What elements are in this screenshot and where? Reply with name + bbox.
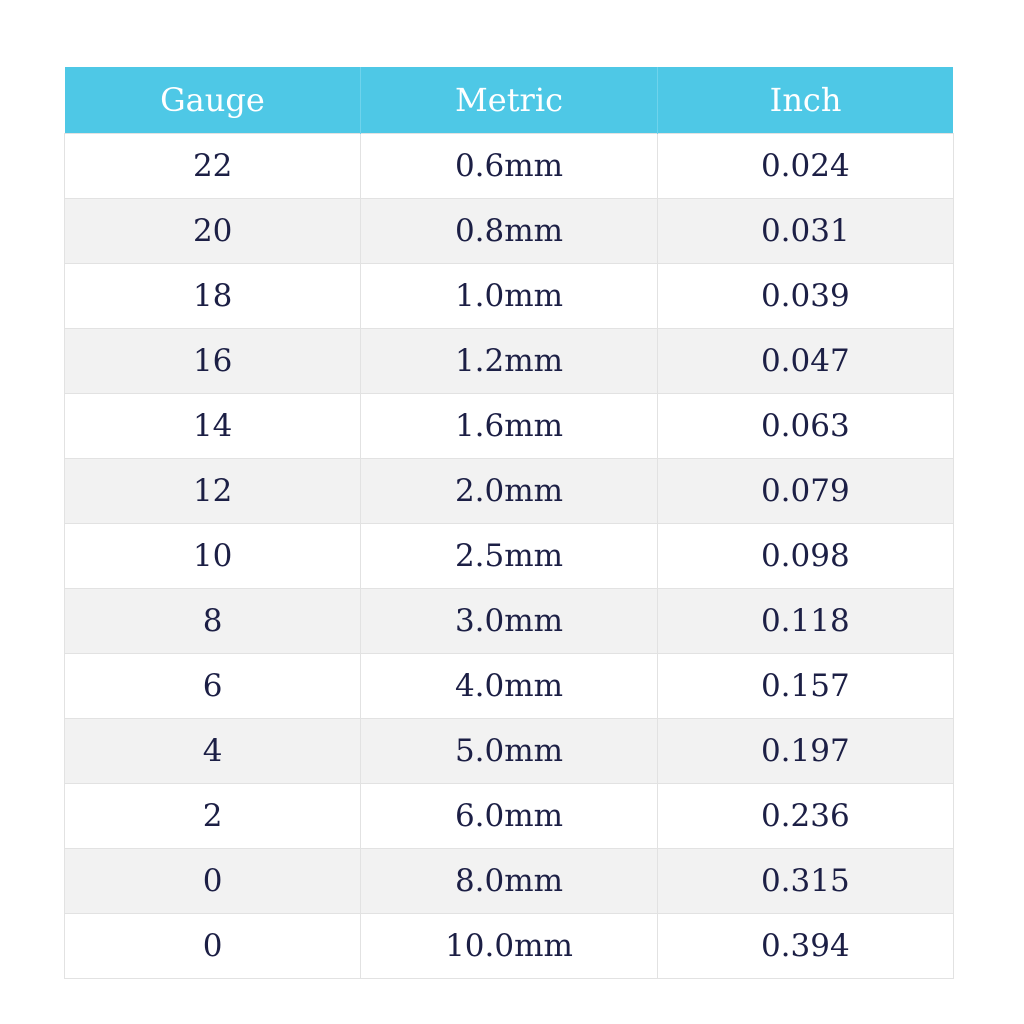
- table-row: [65, 134, 954, 199]
- cell-gauge: 10: [65, 524, 361, 589]
- cell-gauge: 12: [65, 459, 361, 524]
- cell-gauge: 6: [65, 654, 361, 719]
- table-row: [65, 719, 954, 784]
- cell-gauge: 20: [65, 199, 361, 264]
- cell-gauge: 14: [65, 394, 361, 459]
- cell-metric: 0.8mm: [361, 199, 657, 264]
- cell-inch: 0.024: [657, 134, 953, 199]
- cell-metric: 6.0mm: [361, 784, 657, 849]
- cell-gauge: 2: [65, 784, 361, 849]
- cell-inch: 0.394: [657, 914, 953, 979]
- cell-metric: 0.6mm: [361, 134, 657, 199]
- cell-metric: 2.5mm: [361, 524, 657, 589]
- cell-inch: 0.031: [657, 199, 953, 264]
- header-gauge: Gauge: [65, 67, 361, 134]
- cell-gauge: 22: [65, 134, 361, 199]
- cell-inch: 0.315: [657, 849, 953, 914]
- table-row: [65, 329, 954, 394]
- cell-metric: 1.6mm: [361, 394, 657, 459]
- gauge-conversion-table-container: [64, 67, 953, 979]
- table-row: [65, 849, 954, 914]
- cell-inch: 0.063: [657, 394, 953, 459]
- cell-metric: 1.0mm: [361, 264, 657, 329]
- cell-inch: 0.157: [657, 654, 953, 719]
- cell-gauge: 4: [65, 719, 361, 784]
- cell-metric: 1.2mm: [361, 329, 657, 394]
- header-inch: Inch: [657, 67, 953, 134]
- table-row: [65, 784, 954, 849]
- cell-gauge: 0: [65, 914, 361, 979]
- cell-inch: 0.098: [657, 524, 953, 589]
- table-header: [65, 67, 954, 134]
- cell-metric: 2.0mm: [361, 459, 657, 524]
- table-row: [65, 394, 954, 459]
- cell-inch: 0.118: [657, 589, 953, 654]
- cell-inch: 0.236: [657, 784, 953, 849]
- table-row: [65, 264, 954, 329]
- table-row: [65, 459, 954, 524]
- cell-metric: 4.0mm: [361, 654, 657, 719]
- gauge-conversion-table: [64, 67, 954, 979]
- cell-metric: 10.0mm: [361, 914, 657, 979]
- cell-metric: 5.0mm: [361, 719, 657, 784]
- table-row: [65, 589, 954, 654]
- cell-inch: 0.079: [657, 459, 953, 524]
- table-body: [65, 134, 954, 979]
- table-row: [65, 914, 954, 979]
- cell-gauge: 16: [65, 329, 361, 394]
- cell-inch: 0.039: [657, 264, 953, 329]
- header-row: [65, 67, 954, 134]
- cell-metric: 3.0mm: [361, 589, 657, 654]
- header-metric: Metric: [361, 67, 657, 134]
- table-row: [65, 654, 954, 719]
- cell-inch: 0.047: [657, 329, 953, 394]
- table-row: [65, 199, 954, 264]
- cell-gauge: 0: [65, 849, 361, 914]
- table-row: [65, 524, 954, 589]
- cell-inch: 0.197: [657, 719, 953, 784]
- cell-gauge: 18: [65, 264, 361, 329]
- cell-metric: 8.0mm: [361, 849, 657, 914]
- cell-gauge: 8: [65, 589, 361, 654]
